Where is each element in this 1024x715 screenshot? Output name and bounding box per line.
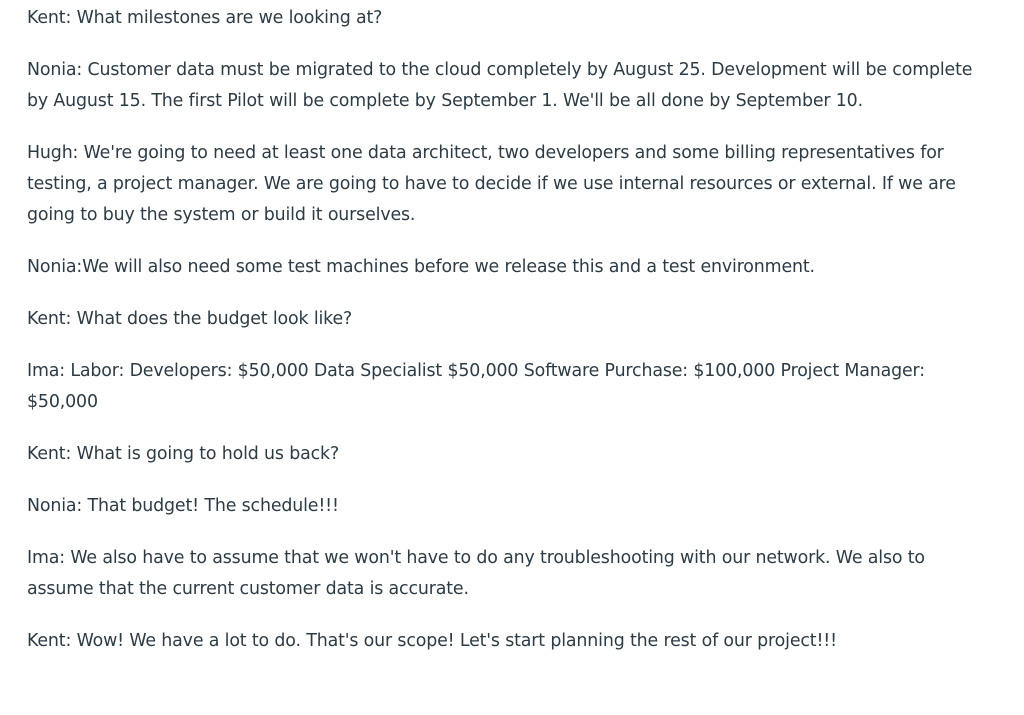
- meeting-transcript: [27, 3, 987, 678]
- transcript-line-kent-hold-back: Kent: What is going to hold us back?: [27, 444, 340, 464]
- transcript-line-nonia-dates: Nonia: Customer data must be migrated to the cloud completely by August 25. Development will be complete by August 15. The first Pilot will be complete by September 1. We'll be all done by September 10.: [27, 60, 973, 111]
- transcript-line-hugh-resources: Hugh: We're going to need at least one data architect, two developers and some billing representatives for testing, a project manager. We are going to have to decide if we use internal resources or external. If we are going to buy the system or build it ourselves.: [27, 143, 956, 225]
- transcript-line-kent-scope: Kent: Wow! We have a lot to do. That's our scope! Let's start planning the rest of our project!!!: [27, 631, 837, 651]
- transcript-line-ima-labor: Ima: Labor: Developers: $50,000 Data Specialist $50,000 Software Purchase: $100,000 Project Manager: $50,000: [27, 361, 925, 412]
- transcript-line-ima-assumptions: Ima: We also have to assume that we won't have to do any troubleshooting with our network. We also to assume that the current customer data is accurate.: [27, 548, 925, 599]
- transcript-line-kent-budget: Kent: What does the budget look like?: [27, 309, 353, 329]
- transcript-line-kent-milestones: Kent: What milestones are we looking at?: [27, 8, 383, 28]
- transcript-line-nonia-schedule: Nonia: That budget! The schedule!!!: [27, 496, 339, 516]
- transcript-line-nonia-test-machines: Nonia:We will also need some test machines before we release this and a test environment.: [27, 257, 815, 277]
